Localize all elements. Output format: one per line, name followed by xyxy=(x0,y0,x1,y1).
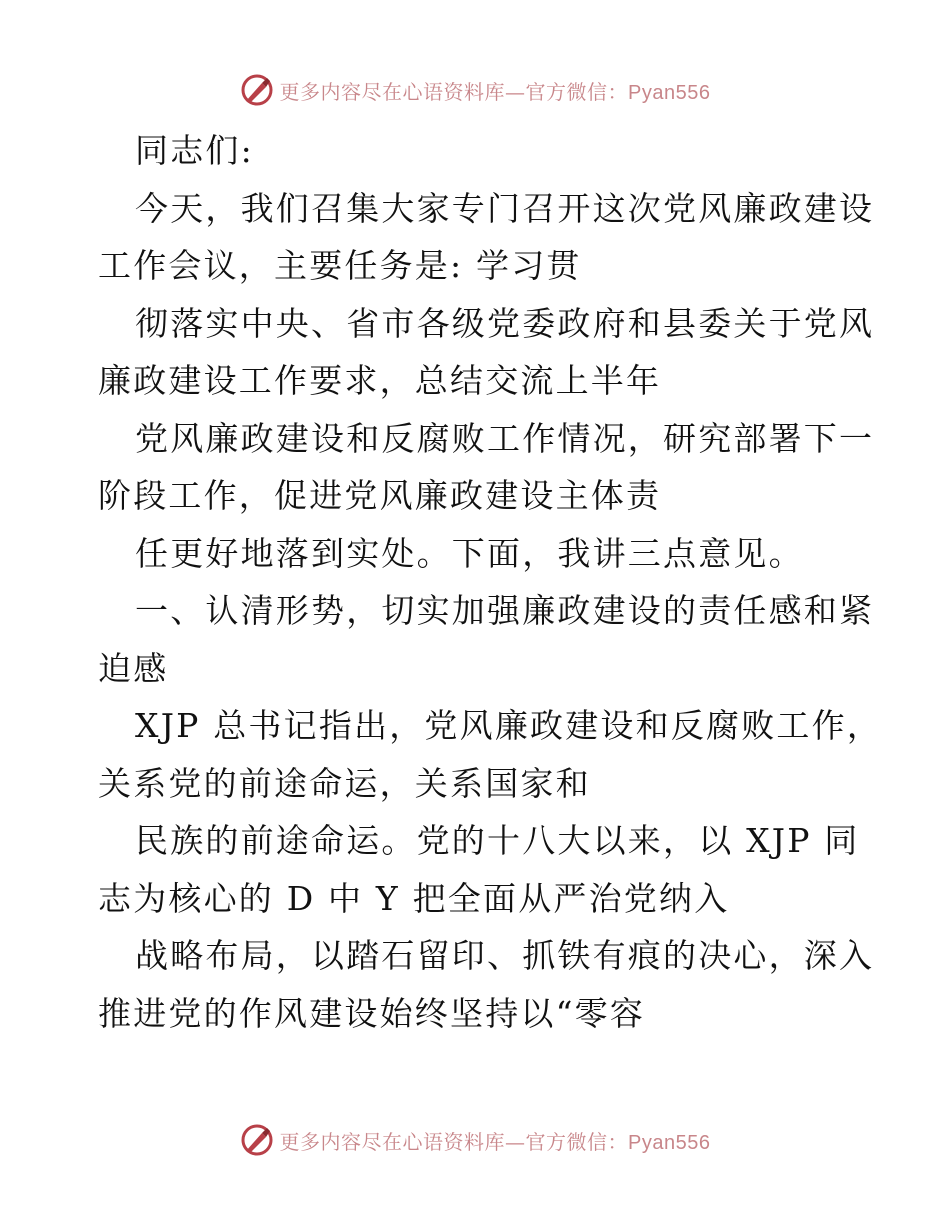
watermark-wechat-id: Pyan556 xyxy=(628,1131,711,1154)
text-line: 阶段工作，促进党风廉政建设主体责 xyxy=(98,476,662,515)
text-line: 任更好地落到实处。下面，我讲三点意见。 xyxy=(135,533,804,573)
text-line: XJP 总书记指出，党风廉政建设和反腐败工作， xyxy=(135,706,883,745)
watermark-text: 更多内容尽在心语资料库—官方微信： xyxy=(279,1129,629,1154)
footer-watermark xyxy=(0,1120,950,1160)
watermark-wechat-id: Pyan556 xyxy=(628,81,711,104)
pen-logo-icon xyxy=(240,73,274,107)
text-line: 推进党的作风建设始终坚持以“零容 xyxy=(98,993,646,1033)
text-line: 一、认清形势，切实加强廉政建设的责任感和紧 xyxy=(135,591,875,630)
text-line: 战略布局，以踏石留印、抓铁有痕的决心，深入 xyxy=(135,936,875,975)
text-line: 志为核心的 D 中 Y 把全面从严治党纳入 xyxy=(98,878,730,918)
document-body xyxy=(98,122,883,1042)
text-line: 同志们: xyxy=(135,131,254,170)
text-line: 党风廉政建设和反腐败工作情况，研究部署下一 xyxy=(135,418,875,458)
text-line: 民族的前途命运。党的十八大以来，以 XJP 同 xyxy=(135,821,860,860)
watermark-text: 更多内容尽在心语资料库—官方微信： xyxy=(279,79,629,104)
header-watermark xyxy=(0,70,950,110)
pen-logo-icon xyxy=(240,1123,274,1157)
text-line: 工作会议，主要任务是: 学习贯 xyxy=(98,246,582,285)
text-line: 今天，我们召集大家专门召开这次党风廉政建设 xyxy=(135,188,875,228)
text-line: 廉政建设工作要求，总结交流上半年 xyxy=(98,361,662,400)
text-line: 关系党的前途命运，关系国家和 xyxy=(98,763,591,803)
text-line: 彻落实中央、省市各级党委政府和县委关于党风 xyxy=(135,303,875,343)
text-line: 迫感 xyxy=(98,648,169,688)
